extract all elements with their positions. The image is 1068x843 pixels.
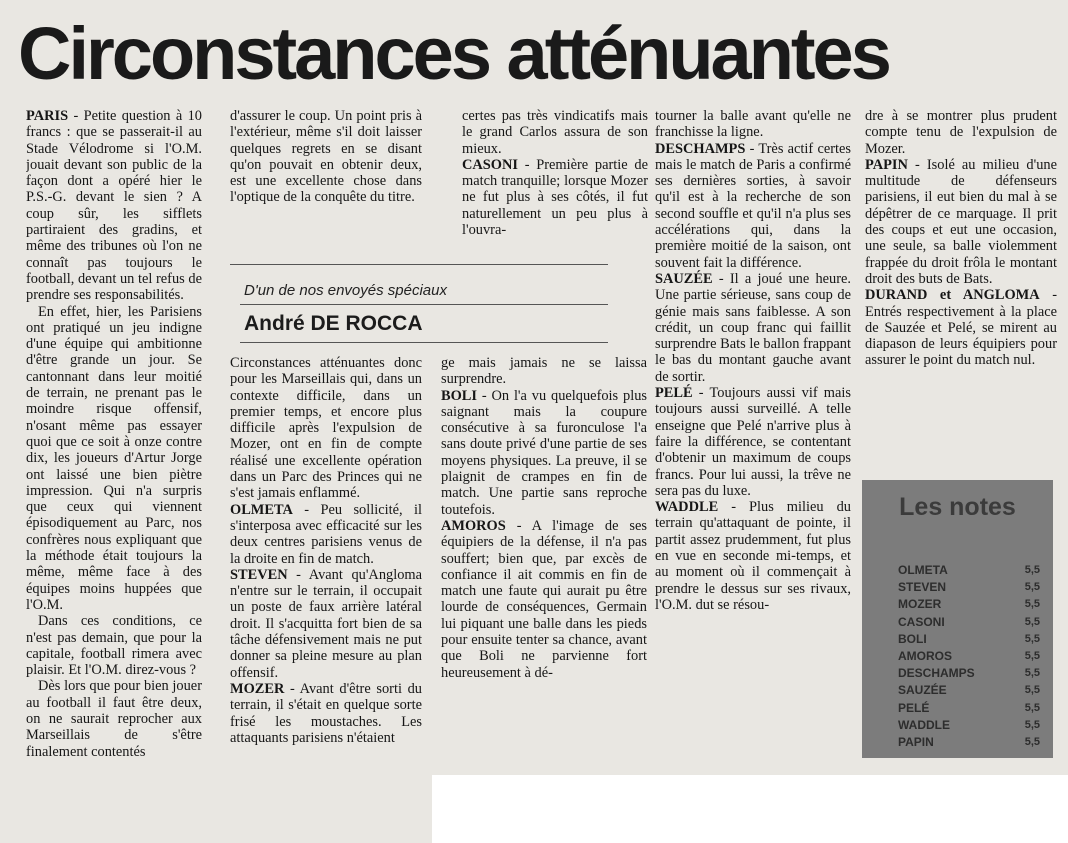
article-paragraph [230,681,422,746]
paragraph-text: certes pas très vindicatifs mais le grand Carlos assura de son mieux. [462,108,648,157]
article-paragraph [655,141,851,271]
paragraph-text: dre à se montrer plus prudent compte tenu de l'expulsion de Mozer. [865,108,1057,157]
paragraph-text: - A l'image de ses équipiers de la défense, il n'a pas souffert; bien que, par excès de confiance il ait commis en fin de match une faute qui aurait pu être lourde de conséquences, Germain lui piquant une balle dans les pieds pour ensuite tenter sa chance, avant que Boli ne parvienne fort heureusement à dé- [441,517,647,681]
notes-score: 5,5 [1024,684,1040,697]
notes-player: MOZER [898,597,942,612]
article-paragraph [26,304,202,614]
byline-label: D'un de nos envoyés spéciaux [244,282,447,299]
notes-player: SAUZÉE [898,683,947,698]
notes-row [898,700,1040,716]
article-column-1 [26,108,202,840]
player-name: AMOROS [441,517,506,534]
player-name: MOZER [230,680,285,697]
notes-player: PELÉ [898,700,930,715]
article-paragraph [865,108,1057,157]
paragraph-text: - Avant qu'Angloma n'entre sur le terrain, il occupait un poste de faux arrière latéral droit. Il s'acquitta fort bien de sa tâche défensivement mais ne put donner sa pleine mesure au plan offensif. [230,566,422,681]
player-name: CASONI [462,156,518,173]
article-paragraph [865,157,1057,287]
paragraph-text: tourner la balle avant qu'elle ne franchisse la ligne. [655,108,851,141]
player-name: STEVEN [230,566,288,583]
author-name: André DE ROCCA [244,312,423,335]
byline-rule-middle [240,304,608,305]
paragraph-text: ge mais jamais ne se laissa surprendre. [441,355,647,388]
article-paragraph [230,502,422,567]
paragraph-text: d'assurer le coup. Un point pris à l'extérieur, même s'il doit laisser quelques regrets en se disant qu'on pouvait en obtenir deux, est une excellente chose dans l'optique de la conquête du titre. [230,108,422,206]
paragraph-text: - Plus milieu du terrain qu'attaquant de pointe, il partit assez prudemment, fut plus en vue en seconde mi-temps, et au moment où il commençait à prendre le dessus sur ses rivaux, l'O.M. dut se résou- [655,499,851,613]
article-paragraph [230,355,422,502]
notes-row [898,682,1040,698]
notes-player: AMOROS [898,649,952,663]
notes-row [898,734,1040,750]
article-paragraph [230,567,422,681]
article-paragraph [865,287,1057,368]
article-paragraph [26,678,202,759]
player-name: DESCHAMPS [655,140,746,157]
notes-player: CASONI [898,614,945,629]
article-paragraph [230,108,422,206]
paragraph-text: - Première partie de match tranquille; lorsque Mozer ne fut plus à ses côtés, il fut naturellement un peu plus à l'ouvra- [462,156,648,239]
player-name: PELÉ [655,385,693,402]
notes-player: PAPIN [898,735,934,749]
paragraph-text: - Il a joué une heure. Une partie sérieuse, sans coup de génie mais sans faiblesse. A son crédit, un coup franc qui faillit surprendre Bats le ballon frappant le bas du montant gauche avant de sortir. [655,270,851,385]
notes-player: BOLI [898,631,927,646]
article-paragraph [655,108,851,141]
player-name: OLMETA [230,501,293,518]
article-column-2-top [230,108,422,256]
notes-row [898,596,1040,612]
paragraph-text: Dès lors que pour bien jouer au football il faut être deux, on ne saurait reprocher aux Marseillais de s'être finalement contentés [26,678,202,760]
paragraph-text: - Avant d'être sorti du terrain, il s'était en quelque sorte frisé les moustaches. Les attaquants parisiens n'étaient [230,680,422,746]
article-paragraph [441,388,647,518]
notes-score: 5,5 [1024,581,1040,594]
notes-row [898,648,1040,664]
player-name: BOLI [441,387,477,404]
notes-row [898,562,1040,578]
paragraph-text: - Peu sollicité, il s'interposa avec efficacité sur les deux centres parisiens venus de la droite en fin de match. [230,501,422,567]
notes-box [862,480,1053,758]
article-paragraph [441,355,647,388]
article-paragraph [462,108,648,157]
notes-row [898,579,1040,595]
article-paragraph [26,108,202,304]
player-name: DURAND et ANGLOMA [865,287,1040,304]
notes-player: WADDLE [898,717,950,732]
article-column-5 [865,108,1057,468]
notes-title: Les notes [899,493,1016,521]
article-paragraph [655,385,851,499]
paragraph-text: - Très actif certes mais le match de Paris a confirmé ses dernières sorties, à savoir qu'il est à la recherche de son second souffle et qu'il n'a plus ses accélérations qui, dans la première moitié de la saison, ont souvent fait la différence. [655,140,851,271]
notes-score: 5,5 [1024,598,1040,611]
paragraph-text: - Entrés respectivement à la place de Sauzée et Pelé, se mirent au diapason de leurs équipiers pour assurer le point du match nul. [865,287,1057,369]
paragraph-text: - On l'a vu quelquefois plus saignant mais la coupure consécutive à sa furonculose l'a sans doute privé d'une partie de ses moyens physiques. La preuve, il se plaignit de crampes en fin de match. Une partie sans reproche toutefois. [441,387,647,518]
byline-rule-top [230,264,608,265]
notes-row [898,614,1040,630]
notes-row [898,665,1040,681]
paragraph-text: Dans ces conditions, ce n'est pas demain, que pour la capitale, football rimera avec plaisir. Et l'O.M. direz-vous ? [26,613,202,679]
article-paragraph [26,613,202,678]
article-paragraph [655,499,851,613]
notes-player: DESCHAMPS [898,666,975,681]
notes-score: 5,5 [1024,667,1040,680]
notes-score: 5,5 [1024,615,1040,628]
player-name: SAUZÉE [655,270,713,287]
notes-player: OLMETA [898,563,948,577]
notes-score: 5,5 [1024,632,1040,645]
notes-row [898,717,1040,733]
player-name: PAPIN [865,156,908,173]
byline-rule-bottom [240,342,608,343]
paragraph-text: Circonstances atténuantes donc pour les Marseillais qui, dans un contexte difficile, dans un premier temps, et encore plus difficile après l'expulsion de Mozer, ont en fin de compte réalisé une excellente opération dans un Parc des Princes qui ne s'est jamais enflammé. [230,355,422,502]
article-column-2-bottom [230,355,422,840]
article-paragraph [462,157,648,238]
article-column-3-top [462,108,648,256]
article-paragraph [655,271,851,385]
notes-score: 5,5 [1024,718,1040,731]
notes-score: 5,5 [1024,564,1040,576]
notes-score: 5,5 [1024,701,1040,714]
player-name: PARIS [26,108,69,124]
paragraph-text: - Toujours aussi vif mais toujours aussi surveillé. A telle enseigne que Pelé n'arrive plus à faire la différence, se contentant d'obtenir un maximum de coups francs. Pour lui aussi, la trêve ne sera pas du luxe. [655,385,851,499]
notes-score: 5,5 [1024,650,1040,662]
paragraph-text: En effet, hier, les Parisiens ont pratiqué un jeu indigne d'une équipe qui ambitionne d'être grande un jour. Se cantonnant dans leur moitié de terrain, ne prenant pas le moindre risque offensif, n'osant même pas essayer quoi que ce soit à onze contre dix, les joueurs d'Artur Jorge ont laissé une bien piètre impression. Qui n'a surpris que ceux qui viennent épisodiquement au Parc, nos confrères nous expliquant que la méthode était toujours la même, même face à des équipes moins huppées que l'O.M. [26,303,202,613]
paragraph-text: - Isolé au milieu d'une multitude de défenseurs parisiens, il eut bien du mal à se dépêtrer de ce marquage. Il prit des coups et eut une occasion, une seule, sa balle violemment frappée du droit frôla le montant droit des buts de Bats. [865,156,1057,287]
notes-score: 5,5 [1024,736,1040,748]
article-column-3-bottom [441,355,647,755]
paragraph-text: - Petite question à 10 francs : que se passerait-il au Stade Vélodrome si l'O.M. jouait devant son public de la façon dont a opéré hier le P.S.-G. devant le sien ? A coup sûr, les sifflets partiraient des gradins, et même des tribunes où l'on ne connaît pas toujours le football, devant un tel refus de prendre ses responsabilités. [26,108,202,304]
notes-row [898,631,1040,647]
headline: Circonstances atténuantes [18,12,889,95]
notes-player: STEVEN [898,580,947,595]
article-column-4 [655,108,851,768]
article-paragraph [441,518,647,681]
player-name: WADDLE [655,499,719,516]
